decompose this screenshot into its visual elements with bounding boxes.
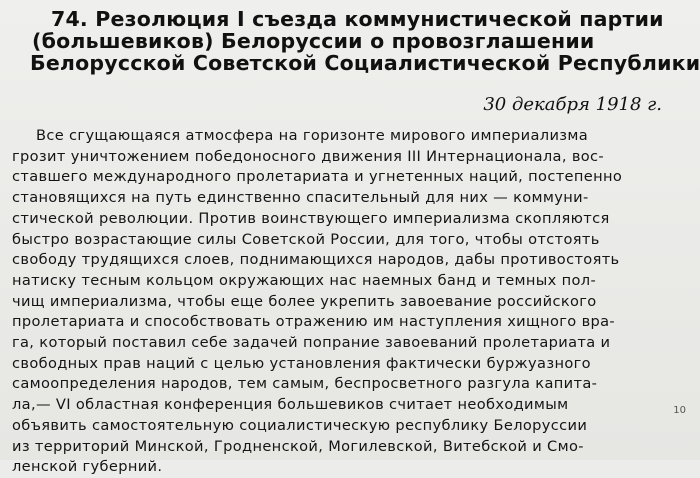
heading-line-3: Белорусской Советской Социалистической Республики (30, 51, 700, 75)
body-line: самоопределения народов, тем самым, беспросветного разгула капита- (12, 375, 598, 393)
body-line: ла,— VI областная конференция большевиков считает необходимым (12, 396, 569, 414)
document-date: 30 декабря 1918 г. (483, 94, 662, 115)
heading-line-2: (большевиков) Белоруссии о провозглашении (32, 29, 595, 53)
document-heading (30, 7, 700, 75)
body-line: чищ империализма, чтобы еще более укрепить завоевание российского (12, 292, 597, 310)
body-line: свободу трудящихся слоев, поднимающихся народов, дабы противостоять (12, 251, 620, 269)
body-line: га, который поставил себе задачей попрание завоеваний пролетариата и (12, 334, 611, 352)
body-line: ленской губерний. (12, 458, 163, 476)
body-line: грозит уничтожением победоносного движения III Интернационала, вос- (12, 147, 605, 165)
body-line: быстро возрастающие силы Советской России, для того, чтобы отстоять (12, 230, 600, 248)
margin-mark: 10 (673, 405, 686, 416)
body-line: Все сгущающаяся атмосфера на горизонте мирового империализма (36, 127, 589, 144)
body-line: становящихся на путь единственно спасительный для них — коммуни- (12, 189, 589, 207)
body-line: стической революции. Против воинствующего империализма скопляются (12, 209, 610, 227)
body-line: пролетариата и способствовать отражению им наступления хищного вра- (12, 313, 616, 331)
body-line: ставшего международного пролетариата и угнетенных наций, постепенно (12, 168, 623, 186)
body-line: из территорий Минской, Гродненской, Могилевской, Витебской и Смо- (12, 437, 584, 455)
body-line: свободных прав наций с целью установления фактически буржуазного (12, 354, 591, 372)
heading-line-1: 74. Резолюция I съезда коммунистической партии (51, 7, 664, 31)
body-line: объявить самостоятельную социалистическую республику Белоруссии (12, 416, 588, 434)
document-body (12, 126, 692, 478)
body-line: натиску тесным кольцом окружающих нас наемных банд и темных пол- (12, 271, 597, 289)
